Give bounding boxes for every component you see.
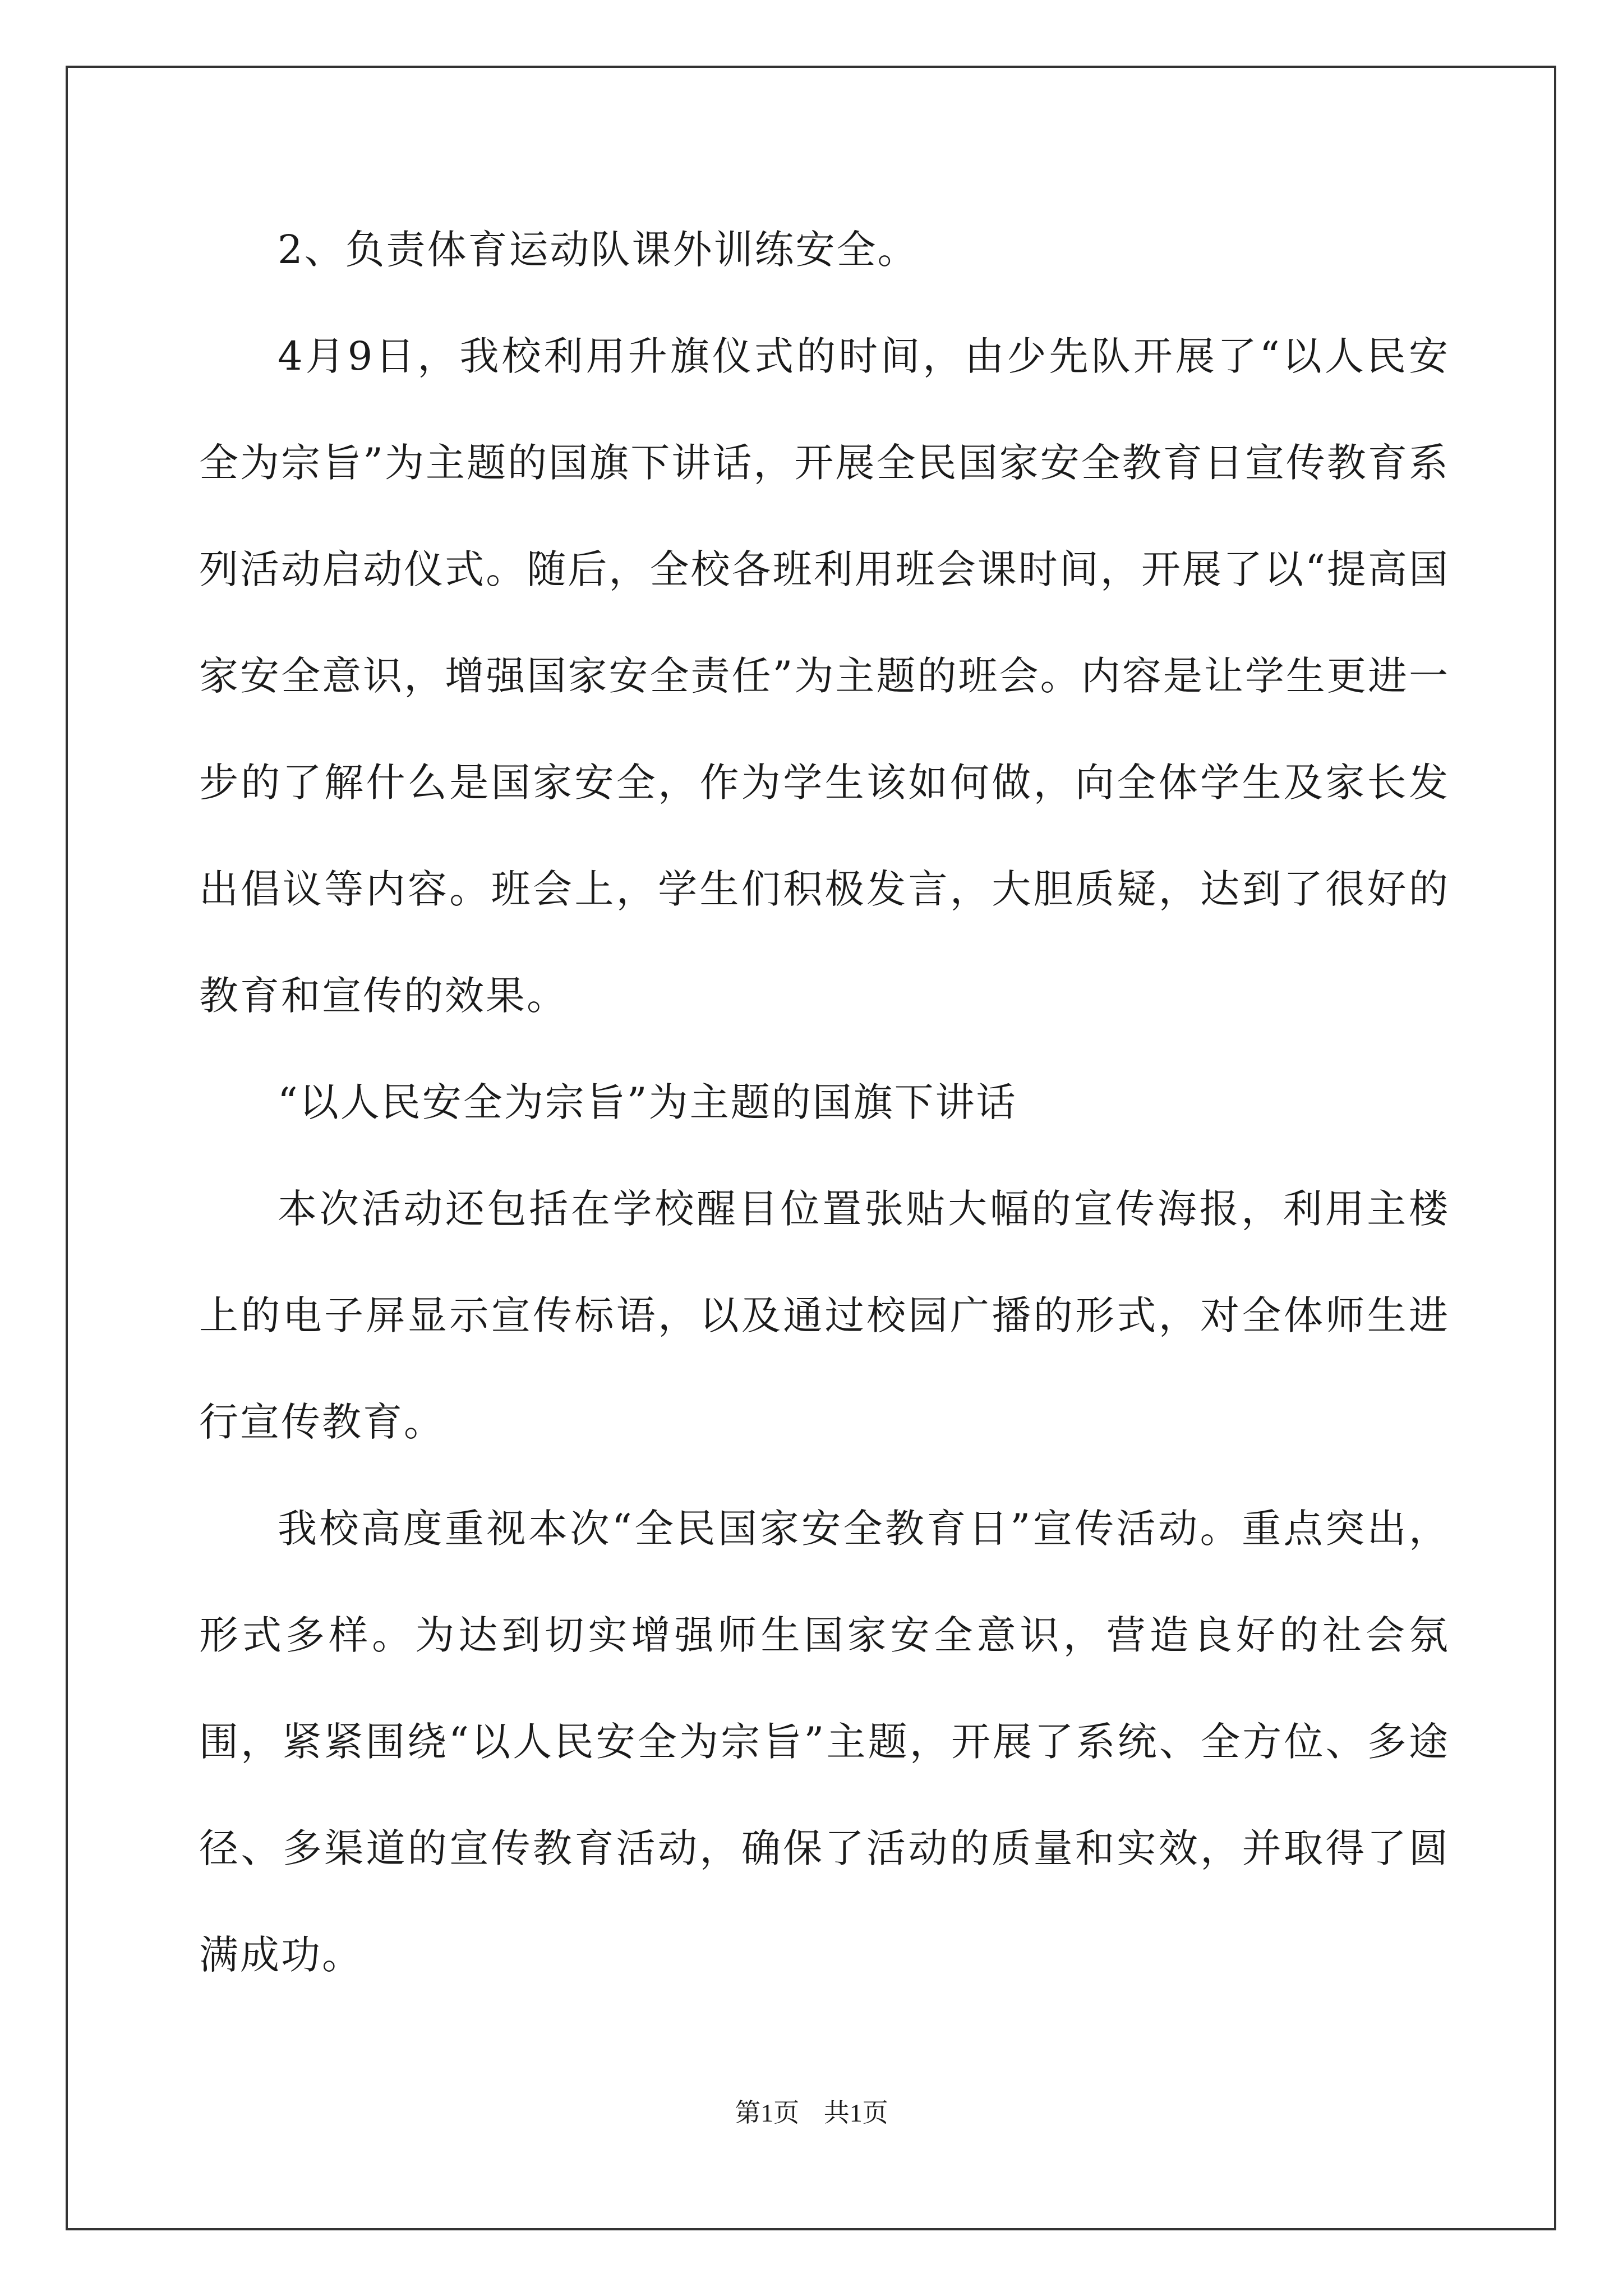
paragraph-flag-ceremony: 4月9日，我校利用升旗仪式的时间，由少先队开展了“以人民安全为宗旨”为主题的国旗下讲话，开展全民国家安全教育日宣传教育系列活动启动仪式。随后，全校各班利用班会课时间，开展了以“提高国家安全意识，增强国家安全责任”为主题的班会。内容是让学生更进一步的了解什么是国家安全，作为学生该如何做，向全体学生及家长发出倡议等内容。班会上，学生们积极发言，大胆质疑，达到了很好的教育和宣传的效果。 xyxy=(199,333,1450,1019)
paragraph-posters: 本次活动还包括在学校醒目位置张贴大幅的宣传海报，利用主楼上的电子屏显示宣传标语，以及通过校园广播的形式，对全体师生进行宣传教育。 xyxy=(199,1186,1450,1445)
paragraph-summary: 我校高度重视本次“全民国家安全教育日”宣传活动。重点突出，形式多样。为达到切实增强师生国家安全意识，营造良好的社会氛围，紧紧围绕“以人民安全为宗旨”主题，开展了系统、全方位、多途径、多渠道的宣传教育活动，确保了活动的质量和实效，并取得了圆满成功。 xyxy=(199,1506,1450,1978)
paragraph-item-2: 2、负责体育运动队课外训练安全。 xyxy=(278,227,919,273)
paragraph-caption: “以人民安全为宗旨”为主题的国旗下讲话 xyxy=(278,1079,1017,1125)
document-body xyxy=(199,196,1450,2008)
page-total: 共1页 xyxy=(823,2099,888,2127)
page-number: 第1页 xyxy=(735,2099,800,2127)
page-footer xyxy=(0,2092,1623,2129)
